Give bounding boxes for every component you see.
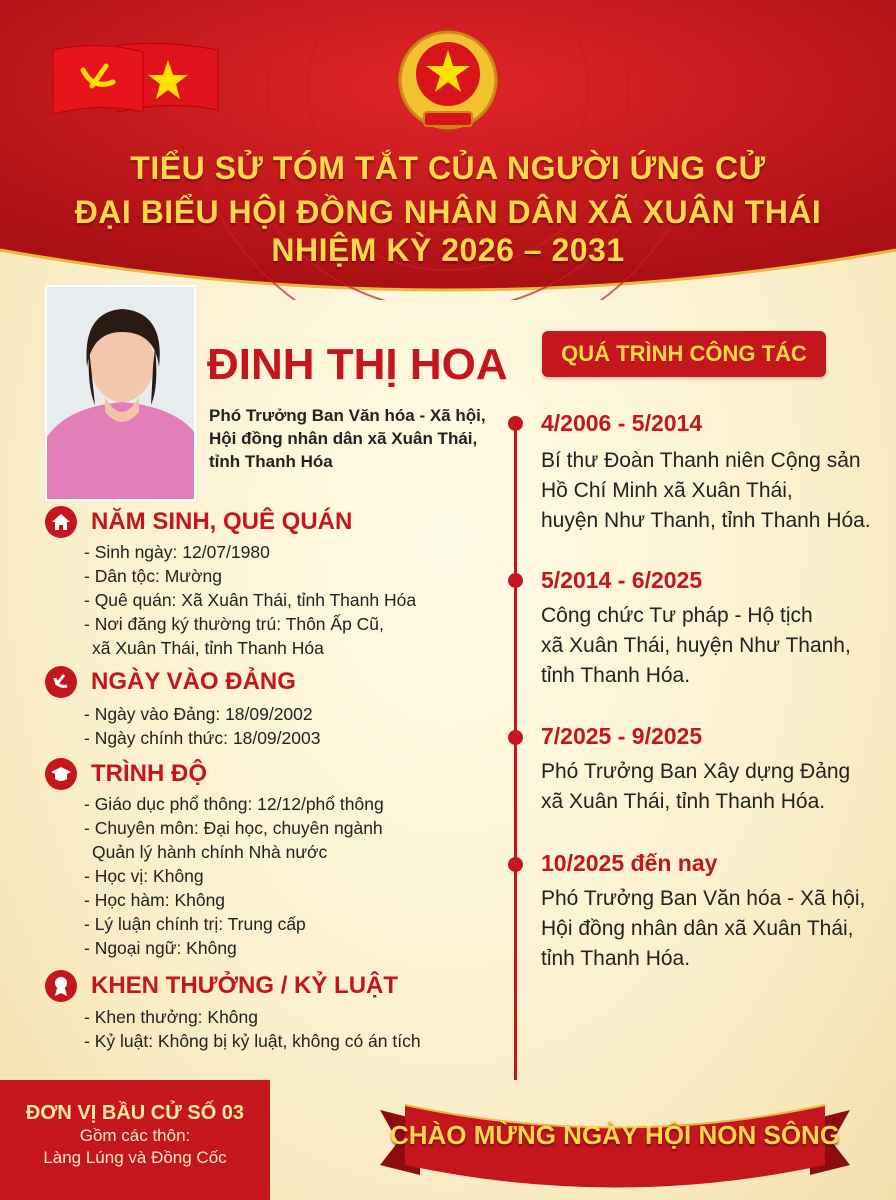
- timeline-description: [541, 446, 871, 536]
- list-item: xã Xuân Thái, tỉnh Thanh Hóa: [92, 638, 324, 658]
- list-item: - Sinh ngày: 12/07/1980: [84, 542, 270, 562]
- list-item: - Lý luận chính trị: Trung cấp: [84, 914, 306, 934]
- timeline-description: [541, 757, 850, 817]
- timeline-date: 10/2025 đến nay: [541, 850, 718, 876]
- timeline-dot: [508, 857, 523, 872]
- timeline-line-text: Bí thư Đoàn Thanh niên Cộng sản: [541, 449, 861, 472]
- section-birth-items: [84, 540, 416, 660]
- timeline-line-text: Công chức Tư pháp - Hộ tịch: [541, 604, 813, 627]
- timeline-line-text: Hồ Chí Minh xã Xuân Thái,: [541, 479, 793, 502]
- timeline-date: 4/2006 - 5/2014: [541, 410, 703, 436]
- timeline-line-text: tỉnh Thanh Hóa.: [541, 664, 691, 687]
- timeline-line-text: Phó Trưởng Ban Xây dựng Đảng: [541, 760, 851, 783]
- ribbon-text: CHÀO MỪNG NGÀY HỘI NON SÔNG: [389, 1120, 841, 1150]
- list-item: - Kỷ luật: Không bị kỷ luật, không có án tích: [84, 1031, 421, 1051]
- list-item: - Khen thưởng: Không: [84, 1007, 259, 1027]
- list-item: Quản lý hành chính Nhà nước: [92, 842, 328, 862]
- electoral-unit-line: Làng Lúng và Đồng Cốc: [43, 1148, 227, 1167]
- section-awards-header: [45, 970, 398, 1002]
- timeline-line-text: huyện Như Thanh, tỉnh Thanh Hóa.: [541, 509, 871, 532]
- section-party-header: [45, 666, 296, 698]
- title-line-1: TIỂU SỬ TÓM TẮT CỦA NGƯỜI ỨNG CỬ: [130, 150, 766, 186]
- timeline-line-text: xã Xuân Thái, tỉnh Thanh Hóa.: [541, 790, 826, 813]
- timeline-line-text: xã Xuân Thái, huyện Như Thanh,: [541, 634, 851, 657]
- list-item: - Học hàm: Không: [84, 890, 226, 910]
- position-line: Hội đồng nhân dân xã Xuân Thái,: [209, 429, 478, 448]
- position-line: tỉnh Thanh Hóa: [209, 452, 333, 471]
- header-banner: [0, 0, 896, 300]
- timeline-dot: [508, 416, 523, 431]
- timeline-description: [541, 884, 865, 974]
- electoral-unit-title: ĐƠN VỊ BẦU CỬ SỐ 03: [25, 1102, 245, 1124]
- timeline-description: [541, 601, 851, 691]
- hammer-sickle-icon: [45, 666, 77, 698]
- candidate-position: [209, 404, 509, 473]
- electoral-unit-line: Gồm các thôn:: [79, 1126, 191, 1145]
- timeline-date: 5/2014 - 6/2025: [541, 567, 703, 593]
- timeline-date: 7/2025 - 9/2025: [541, 723, 703, 749]
- home-icon: [45, 506, 77, 538]
- medal-icon: [45, 970, 77, 1002]
- timeline-dot: [508, 573, 523, 588]
- section-birth-header: [45, 506, 352, 538]
- graduation-cap-icon: [45, 758, 77, 790]
- electoral-unit-box: [0, 1080, 270, 1200]
- list-item: - Giáo dục phổ thông: 12/12/phổ thông: [84, 794, 384, 814]
- list-item: - Nơi đăng ký thường trú: Thôn Ấp Cũ,: [84, 614, 384, 634]
- section-party-items: [84, 702, 320, 750]
- section-title: NGÀY VÀO ĐẢNG: [91, 668, 296, 695]
- national-emblem-icon: [390, 28, 506, 138]
- list-item: - Dân tộc: Mường: [84, 566, 222, 586]
- timeline-dot: [508, 730, 523, 745]
- timeline-line-text: Phó Trưởng Ban Văn hóa - Xã hội,: [541, 887, 866, 910]
- list-item: - Chuyên môn: Đại học, chuyên ngành: [84, 818, 383, 838]
- title-line-2: ĐẠI BIỂU HỘI ĐỒNG NHÂN DÂN XÃ XUÂN THÁI: [74, 194, 822, 230]
- candidate-photo: [45, 285, 196, 501]
- timeline-line-text: tỉnh Thanh Hóa.: [541, 947, 691, 970]
- section-title: KHEN THƯỞNG / KỶ LUẬT: [91, 972, 399, 999]
- position-line: Phó Trưởng Ban Văn hóa - Xã hội,: [209, 406, 486, 425]
- list-item: - Quê quán: Xã Xuân Thái, tỉnh Thanh Hóa: [84, 590, 417, 610]
- timeline-line: [514, 420, 517, 1080]
- list-item: - Học vị: Không: [84, 866, 204, 886]
- section-title: TRÌNH ĐỘ: [91, 760, 207, 787]
- flags-icon: [48, 40, 228, 120]
- section-title: NĂM SINH, QUÊ QUÁN: [91, 508, 353, 535]
- work-history-title: QUÁ TRÌNH CÔNG TÁC: [542, 331, 826, 377]
- list-item: - Ngày vào Đảng: 18/09/2002: [84, 704, 313, 724]
- timeline-line-text: Hội đồng nhân dân xã Xuân Thái,: [541, 917, 854, 940]
- candidate-name: ĐINH THỊ HOA: [207, 340, 508, 389]
- title-line-3: NHIỆM KỲ 2026 – 2031: [271, 232, 625, 268]
- list-item: - Ngoại ngữ: Không: [84, 938, 237, 958]
- section-awards-items: [84, 1005, 421, 1053]
- list-item: - Ngày chính thức: 18/09/2003: [84, 728, 321, 748]
- section-education-items: [84, 792, 384, 960]
- section-education-header: [45, 758, 207, 790]
